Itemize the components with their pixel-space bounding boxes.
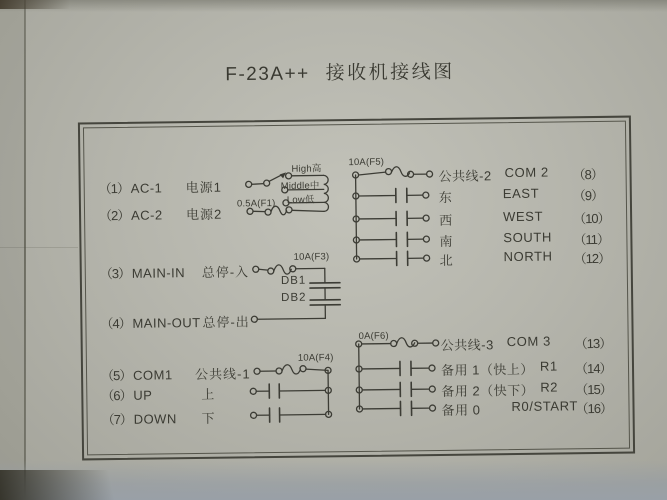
terminal-name-en: COM1	[132, 367, 173, 383]
terminal-name-cn: 上	[201, 386, 216, 402]
terminal-name-en: DOWN	[133, 411, 177, 427]
terminal-row-com1	[101, 362, 336, 383]
terminal-number: （1）	[98, 180, 130, 197]
terminal-name-cn: 东	[438, 189, 453, 205]
terminal-name-cn: 备用 1（快上）	[440, 361, 534, 378]
paper-left-margin	[0, 0, 25, 500]
terminal-name-en: MAIN-OUT	[132, 314, 201, 331]
terminal-name-cn: 南	[439, 233, 454, 249]
terminal-number: （10）	[573, 210, 610, 227]
terminal-number: （2）	[98, 207, 130, 224]
terminal-row-com2	[438, 164, 623, 184]
title-text: 接收机接线图	[325, 61, 455, 85]
terminal-name-cn: 备用 0	[441, 402, 481, 418]
terminal-row-r2	[441, 379, 626, 399]
terminal-name-en: R0/START	[511, 398, 579, 415]
terminal-number: （7）	[101, 411, 132, 428]
contact-r1-symbol	[362, 361, 435, 376]
terminal-name-en: NORTH	[503, 248, 553, 265]
terminal-number: （14）	[574, 360, 612, 377]
terminal-row-main-out	[100, 310, 335, 331]
terminal-name-cn: 北	[439, 252, 454, 268]
terminal-name-en: R1	[539, 358, 558, 374]
terminal-name-cn: 下	[201, 410, 216, 426]
terminal-number: （16）	[575, 400, 613, 417]
tap-low-label: Low低	[286, 194, 315, 206]
terminal-row-r1	[441, 358, 626, 378]
paper-crease	[0, 247, 78, 248]
fuse-f4-label: 10A(F4)	[297, 352, 334, 364]
terminal-name-en: SOUTH	[503, 229, 552, 246]
photo-top-shadow	[0, 0, 667, 12]
contact-east-symbol	[359, 188, 429, 203]
terminal-row-r0	[441, 398, 626, 418]
paper-fold-line	[24, 0, 26, 500]
wiring-diagram-panel	[78, 116, 635, 461]
contact-r2-symbol	[362, 382, 435, 397]
terminal-row-com3	[441, 333, 626, 353]
db2-label: DB2	[281, 291, 307, 304]
terminal-row-up	[101, 382, 336, 403]
terminal-number: （13）	[574, 335, 612, 352]
terminal-number: （12）	[573, 250, 611, 267]
terminal-name-en: MAIN-IN	[131, 265, 186, 281]
terminal-name-cn: 西	[439, 212, 453, 228]
contact-r0-symbol	[362, 401, 435, 416]
terminal-name-en: WEST	[503, 208, 544, 225]
terminal-name-cn: 电源1	[185, 179, 223, 196]
terminal-number: （15）	[575, 381, 612, 398]
terminal-name-en: COM 3	[506, 333, 551, 350]
terminal-row-west	[439, 208, 624, 228]
terminal-row-south	[439, 229, 624, 249]
tap-middle-label: Middle中	[280, 180, 320, 192]
fuse-f1-label: 0.5A(F1)	[236, 198, 276, 210]
contact-south-symbol	[359, 232, 429, 247]
terminal-number: （5）	[100, 367, 132, 384]
com2-bus	[353, 172, 360, 262]
diagram-title	[80, 55, 600, 87]
title-model-number: F-23A++	[225, 63, 310, 86]
terminal-name-en: AC-2	[130, 207, 163, 223]
terminal-number: （8）	[572, 166, 603, 183]
db1-label: DB1	[280, 274, 307, 287]
photo-bottomleft-shadow	[0, 470, 170, 500]
terminal-name-en: UP	[133, 387, 153, 403]
com3-bus	[356, 341, 363, 412]
terminal-name-cn: 公共线-1	[194, 366, 251, 383]
terminal-name-cn: 备用 2（快下）	[441, 382, 535, 399]
tap-high-label: High高	[291, 163, 322, 175]
terminal-name-cn: 电源2	[185, 206, 223, 223]
terminal-name-cn: 公共线-2	[438, 168, 492, 184]
terminal-number: （3）	[99, 265, 131, 282]
terminal-row-east	[439, 185, 624, 205]
fuse-f5-symbol	[358, 166, 432, 178]
terminal-name-cn: 总停-出	[202, 314, 250, 330]
terminal-name-en: EAST	[502, 185, 540, 202]
terminal-name-en: AC-1	[130, 180, 163, 196]
fuse-f3-label: 10A(F3)	[293, 251, 330, 263]
terminal-number: （9）	[572, 187, 604, 204]
terminal-row-down	[102, 406, 337, 427]
terminal-name-cn: 总停-入	[201, 264, 250, 280]
fuse-f6-label: 0A(F6)	[358, 330, 389, 342]
terminal-number: （6）	[101, 387, 132, 404]
contact-west-symbol	[359, 211, 429, 226]
terminal-name-en: R2	[540, 379, 559, 395]
terminal-row-north	[440, 248, 625, 268]
fuse-f5-label: 10A(F5)	[348, 156, 385, 169]
terminal-number: （4）	[100, 315, 131, 332]
terminal-name-cn: 公共线-3	[440, 337, 494, 353]
contact-north-symbol	[360, 251, 430, 266]
photo-topleft-shadow	[0, 0, 70, 9]
terminal-number: （11）	[573, 231, 610, 248]
terminal-name-en: COM 2	[504, 164, 549, 181]
